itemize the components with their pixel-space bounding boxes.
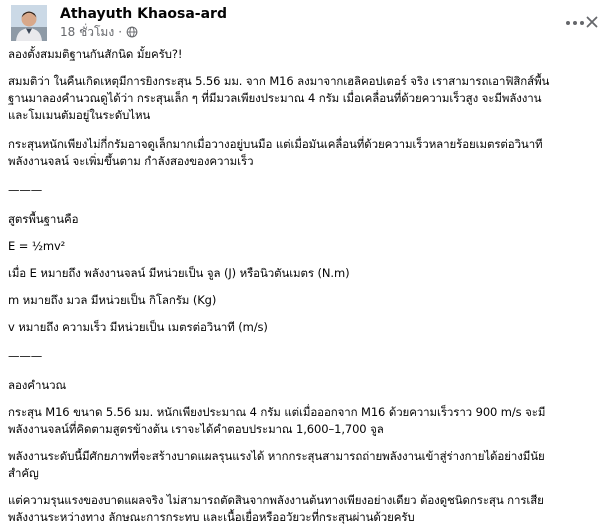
- globe-icon[interactable]: [126, 26, 138, 38]
- bullet-weight-line: พลังงานจลน์ จะเพิ่มขึ้นตาม กำลังสองของความเร็ว: [8, 154, 254, 168]
- close-button[interactable]: [584, 10, 600, 34]
- definition-mass: m หมายถึง มวล มีหน่วยเป็น กิโลกรัม (Kg): [8, 293, 217, 307]
- energy-line: พลังงานระดับนี้มีศักยภาพที่จะสร้างบาดแผลรุนแรงได้ หากกระสุนสามารถถ่ายพลังงานเข้าสู่ร่างกายได้อย่างมีนัย: [8, 449, 545, 463]
- post-meta: [60, 24, 138, 40]
- avatar[interactable]: [11, 5, 47, 41]
- post-timestamp[interactable]: 18 ชั่วโมง: [60, 24, 115, 39]
- definition-velocity: v หมายถึง ความเร็ว มีหน่วยเป็น เมตรต่อวินาที (m/s): [8, 320, 268, 334]
- hypothesis-line: และโมเมนตัมอยู่ในระดับไหน: [8, 108, 151, 122]
- more-horizontal-icon: [565, 20, 585, 26]
- post-header: [0, 0, 600, 44]
- formula: E = ½mv²: [8, 239, 66, 253]
- hypothesis-line: ฐานมาลองคำนวณดูได้ว่า กระสุนเล็ก ๆ ที่มีมวลเพียงประมาณ 4 กรัม เมื่อเคลื่อนที่ด้วยความเร็วสูง จะมีพลังงาน: [8, 91, 542, 105]
- hypothesis-line: สมมติว่า ในคืนเกิดเหตุมีการยิงกระสุน 5.56 มม. จาก M16 ลงมาจากเฮลิคอปเตอร์ จริง เราสามารถเอาฟิสิกส์พื้น: [8, 74, 550, 88]
- divider-text: ———: [8, 349, 43, 363]
- post-body: [8, 46, 594, 526]
- meta-separator: ·: [118, 25, 123, 39]
- severity-line: แต่ความรุนแรงของบาดแผลจริง ไม่สามารถตัดสินจากพลังงานต้นทางเพียงอย่างเดียว ต้องดูชนิดกระสุน การเสีย: [8, 493, 544, 507]
- profile-photo: [11, 5, 47, 41]
- calculation-line: กระสุน M16 ขนาด 5.56 มม. หนักเพียงประมาณ 4 กรัม แต่เมื่อออกจาก M16 ด้วยความเร็วราว 900 m/s จะมี: [8, 405, 546, 419]
- calculation-title: ลองคำนวณ: [8, 378, 67, 392]
- author-name[interactable]: Athayuth Khaosa-ard: [60, 6, 227, 22]
- energy-line: สำคัญ: [8, 466, 39, 480]
- formula-title: สูตรพื้นฐานคือ: [8, 212, 79, 226]
- close-icon: [586, 16, 598, 28]
- definition-energy: เมื่อ E หมายถึง พลังงานจลน์ มีหน่วยเป็น จูล (J) หรือนิวตันเมตร (N.m): [8, 266, 350, 280]
- severity-line: พลังงานระหว่างทาง ลักษณะการกระทบ และเนื้อเยื่อหรืออวัยวะที่กระสุนผ่านด้วยครับ: [8, 510, 415, 524]
- calculation-line: พลังงานจลน์ที่คิดตามสูตรข้างต้น เราจะได้คำตอบประมาณ 1,600–1,700 จูล: [8, 422, 384, 436]
- bullet-weight-line: กระสุนหนักเพียงไม่กี่กรัมอาจดูเล็กมากเมื่อวางอยู่บนมือ แต่เมื่อมันเคลื่อนที่ด้วยความเร็วหลายร้อยเมตรต่อวินาที: [8, 137, 543, 151]
- divider-text: ———: [8, 183, 43, 197]
- intro-line: ลองตั้งสมมติฐานกันสักนิด มั้ยครับ?!: [8, 47, 183, 61]
